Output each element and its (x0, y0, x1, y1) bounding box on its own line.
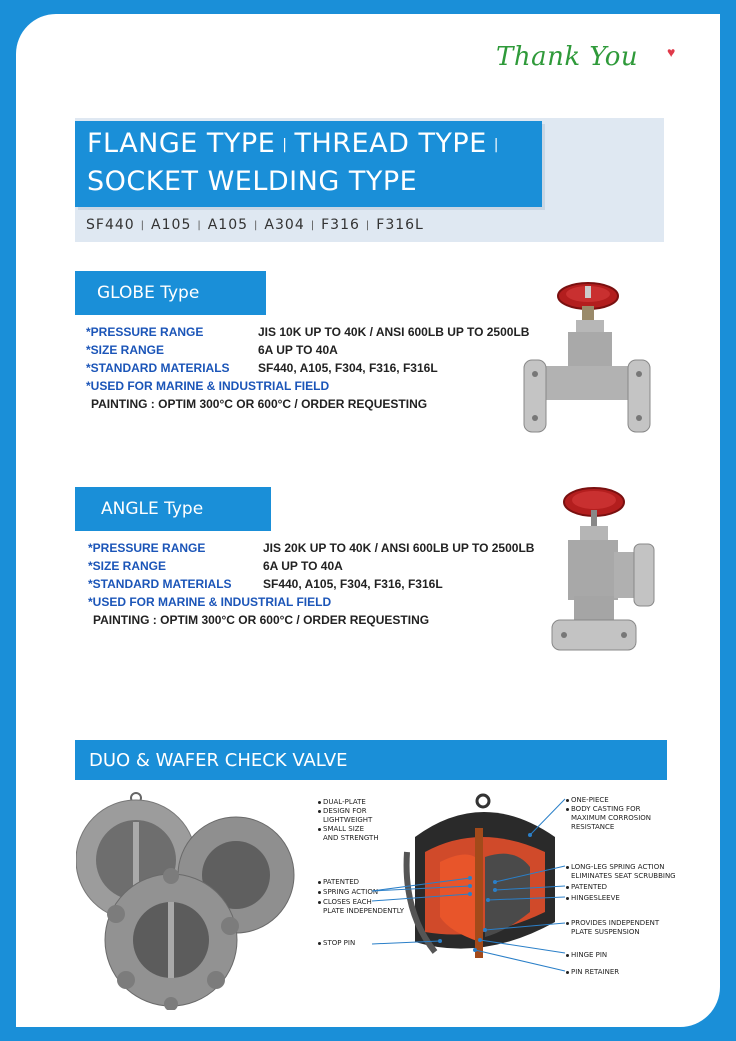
label-pin-retainer: PIN RETAINER (571, 968, 620, 976)
globe-size-label: *SIZE RANGE (86, 343, 165, 357)
label-hingesleeve: HINGESLEEVE (571, 894, 620, 902)
angle-used-for: *USED FOR MARINE & INDUSTRIAL FIELD (88, 595, 332, 609)
separator: | (493, 136, 499, 153)
header-title-line1 (87, 128, 506, 159)
label-patented-left: PATENTED (323, 878, 360, 886)
globe-materials-value: SF440, A105, F304, F316, F316L (258, 361, 438, 375)
label-one-piece: ONE-PIECE (571, 796, 609, 804)
label-maximum-corrosion: MAXIMUM CORROSION (571, 814, 652, 822)
label-small-size: SMALL SIZE (323, 825, 365, 833)
material-item: A304 (264, 217, 305, 233)
label-and-strength: AND STRENGTH (323, 834, 379, 842)
label-resistance: RESISTANCE (571, 823, 615, 831)
label-pin-retainer-row (566, 968, 619, 977)
globe-painting: PAINTING : OPTIM 300°C OR 600°C / ORDER REQUESTING (91, 397, 428, 411)
globe-size-value: 6A UP TO 40A (258, 343, 338, 357)
annotation-leader-lines (370, 790, 570, 980)
heart-icon: ♥ (667, 44, 676, 60)
globe-used-for: *USED FOR MARINE & INDUSTRIAL FIELD (86, 379, 330, 393)
duo-wafer-title-bar: DUO & WAFER CHECK VALVE (75, 740, 667, 780)
thread-type-label: THREAD TYPE (294, 128, 487, 159)
flange-type-label: FLANGE TYPE (87, 128, 276, 159)
label-spring-action: SPRING ACTION (323, 888, 379, 896)
material-item: F316 (321, 217, 360, 233)
header-title-line2: SOCKET WELDING TYPE (87, 166, 418, 197)
angle-type-tab: ANGLE Type (75, 487, 271, 531)
angle-spec-list (88, 539, 535, 629)
label-hinge-pin: HINGE PIN (571, 951, 608, 959)
material-item: F316L (376, 217, 424, 233)
angle-pressure-label: *PRESSURE RANGE (88, 541, 206, 555)
globe-type-tab: GLOBE Type (75, 271, 266, 315)
right-annotation-group-3 (566, 919, 659, 937)
label-closes-each: CLOSES EACH (323, 898, 372, 906)
label-eliminates: ELIMINATES SEAT SCRUBBING (571, 872, 676, 880)
label-body-casting: BODY CASTING FOR (571, 805, 641, 813)
label-hinge-pin-row (566, 951, 607, 960)
material-item: SF440 (86, 217, 135, 233)
angle-size-value: 6A UP TO 40A (263, 559, 343, 573)
angle-materials-label: *STANDARD MATERIALS (88, 577, 232, 591)
angle-painting: PAINTING : OPTIM 300°C OR 600°C / ORDER REQUESTING (93, 613, 430, 627)
label-lightweight: LIGHTWEIGHT (323, 816, 373, 824)
angle-materials-value: SF440, A105, F304, F316, F316L (263, 577, 443, 591)
globe-spec-list (86, 323, 530, 413)
angle-pressure-value: JIS 20K UP TO 40K / ANSI 600LB UP TO 2500LB (263, 541, 535, 555)
material-item: A105 (207, 217, 249, 233)
globe-valve-image (518, 276, 654, 440)
label-plate-suspension: PLATE SUSPENSION (571, 928, 640, 936)
check-valve-products-image (76, 790, 308, 1010)
label-patented-right: PATENTED (571, 883, 608, 891)
label-provides: PROVIDES INDEPENDENT (571, 919, 660, 927)
materials-row: SF440 | A105 | A105 | A304 | F316 | F316L (86, 217, 424, 233)
angle-valve-image (538, 480, 664, 664)
globe-pressure-label: *PRESSURE RANGE (86, 325, 204, 339)
thank-you-text: Thank You (496, 42, 639, 72)
label-stop-pin-row (318, 939, 355, 948)
label-design-for: DESIGN FOR (323, 807, 367, 815)
label-dual-plate: DUAL-PLATE (323, 798, 366, 806)
globe-materials-label: *STANDARD MATERIALS (86, 361, 230, 375)
label-stop-pin: STOP PIN (323, 939, 356, 947)
globe-pressure-value: JIS 10K UP TO 40K / ANSI 600LB UP TO 2500LB (258, 325, 530, 339)
label-plate-independently: PLATE INDEPENDENTLY (323, 907, 405, 915)
angle-size-label: *SIZE RANGE (88, 559, 167, 573)
separator: | (282, 136, 288, 153)
right-annotation-group-2 (566, 863, 676, 903)
label-long-leg: LONG-LEG SPRING ACTION (571, 863, 665, 871)
material-item: A105 (151, 217, 192, 233)
right-annotation-group (566, 796, 651, 832)
